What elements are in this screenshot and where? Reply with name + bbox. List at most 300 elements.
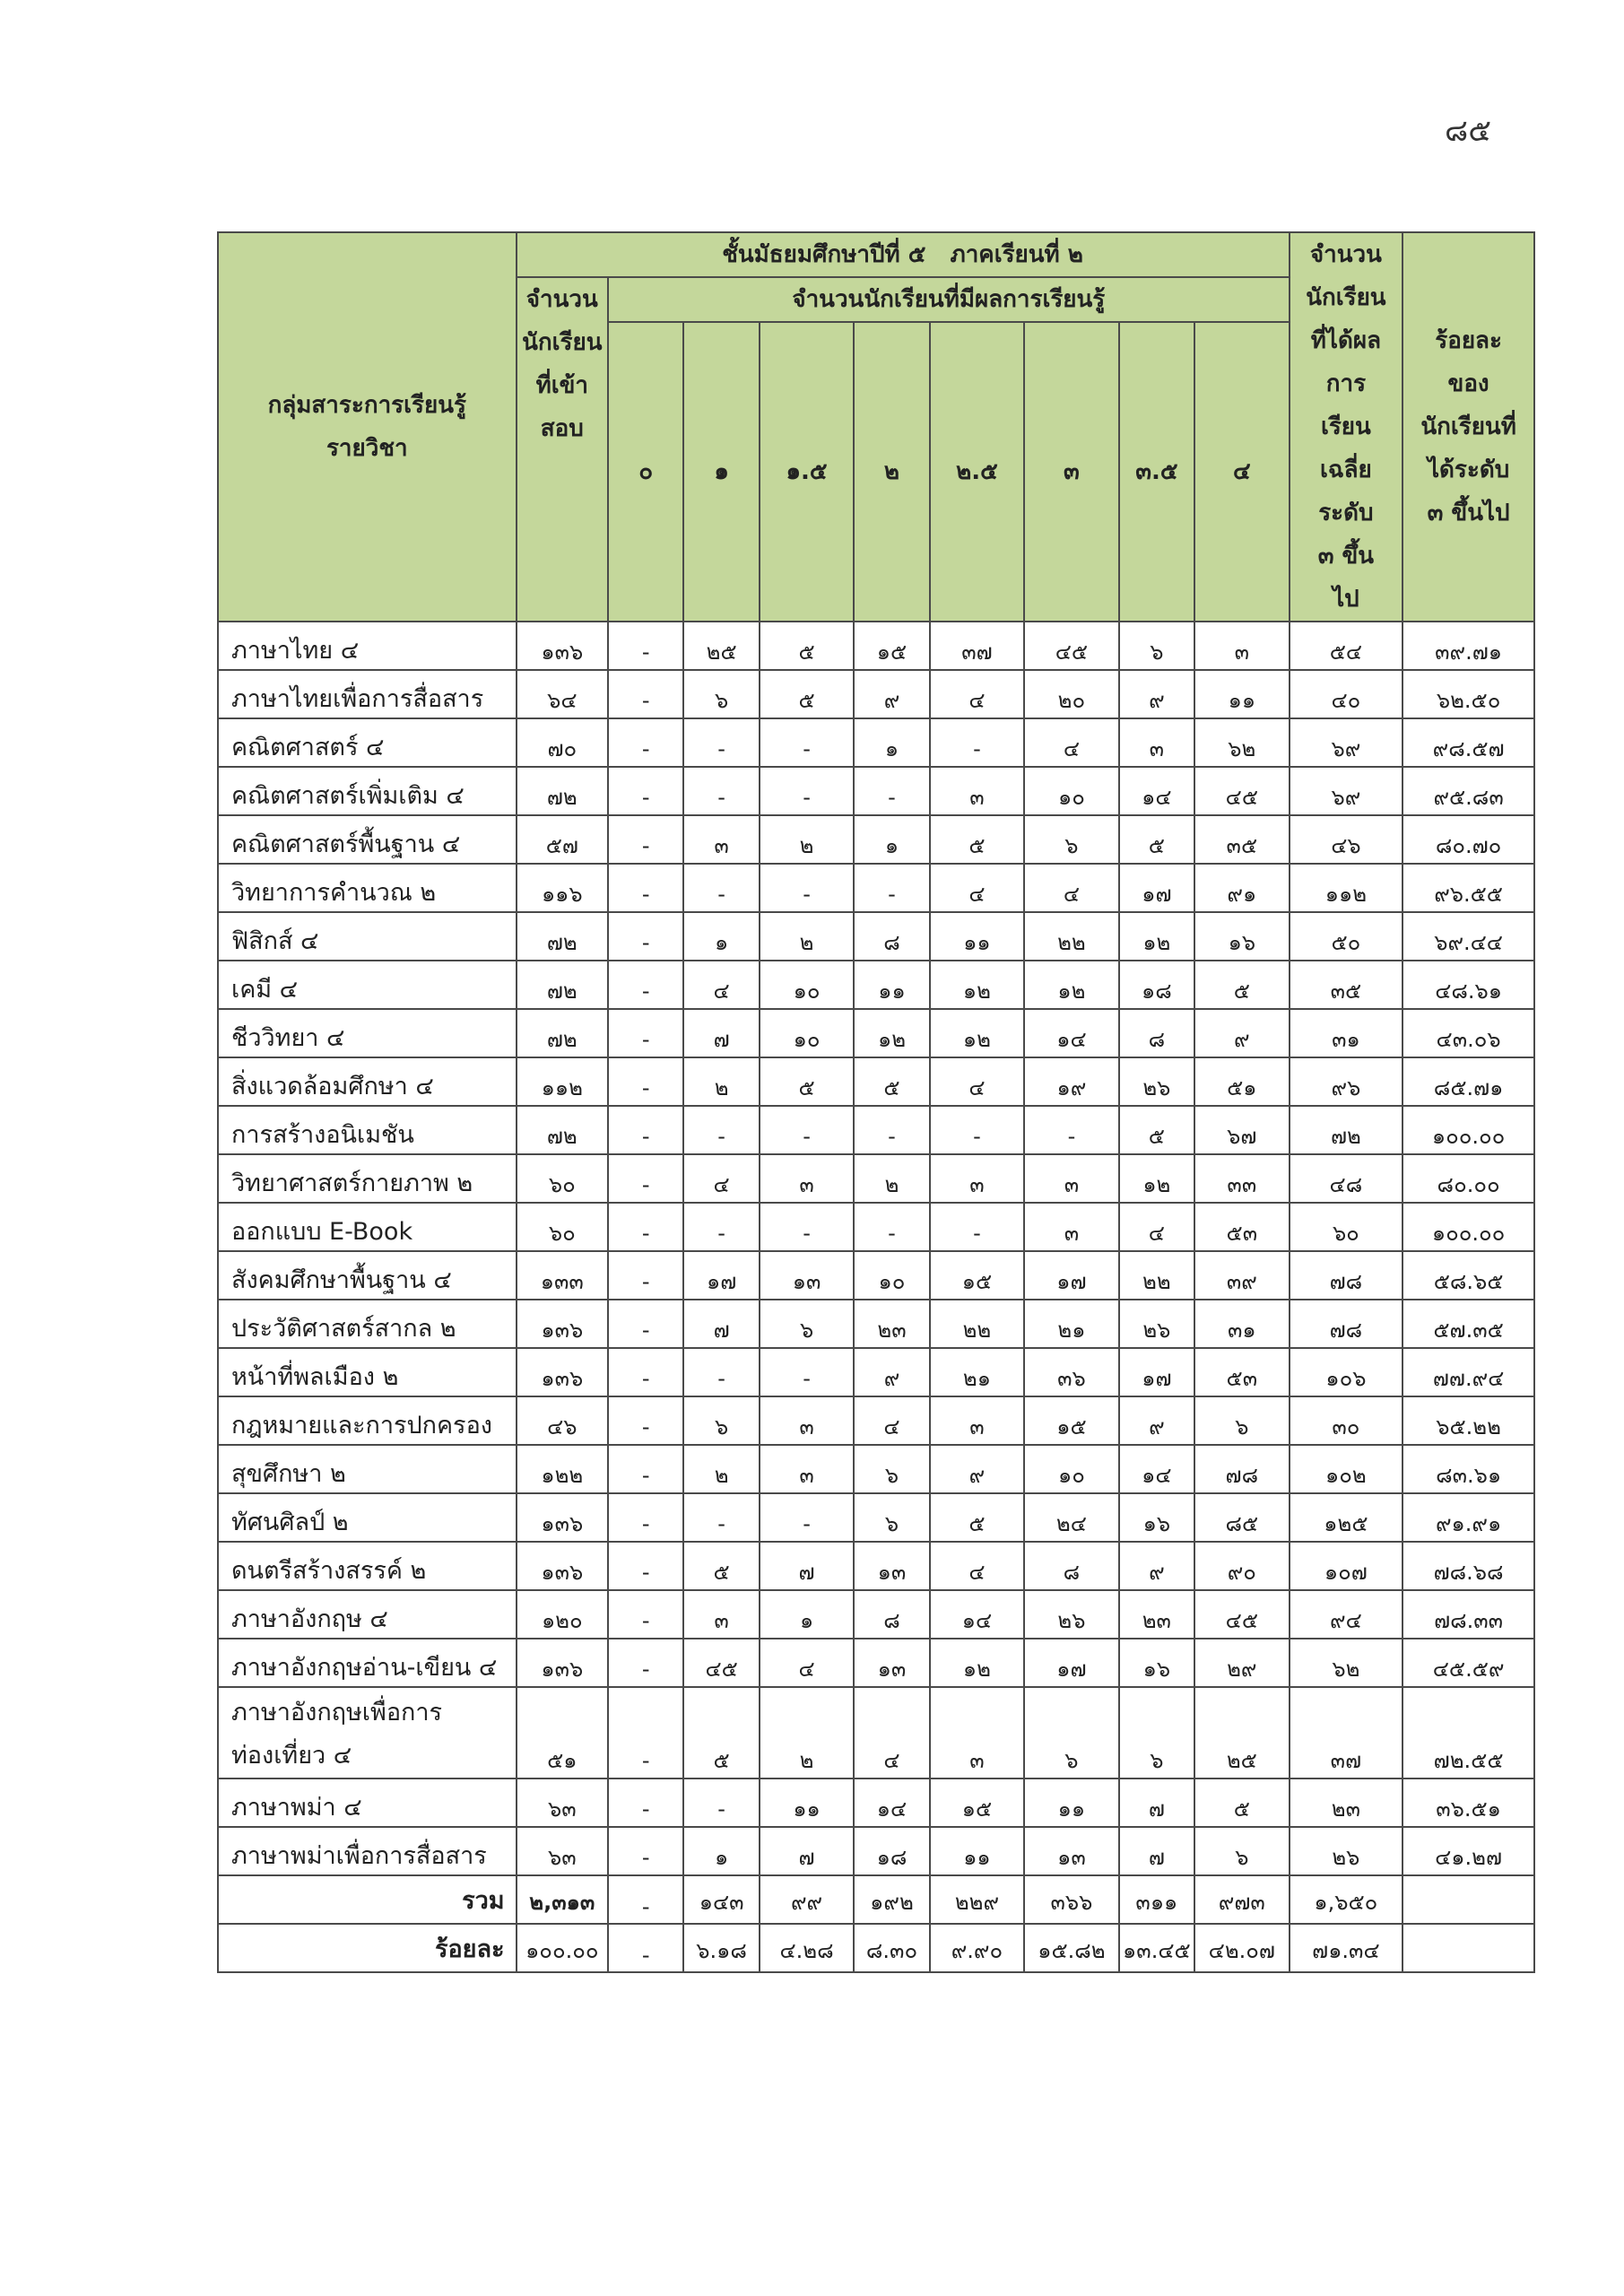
- value-cell: -: [608, 767, 683, 815]
- subject-cell: ดนตรีสร้างสรรค์ ๒: [218, 1542, 517, 1590]
- value-cell: ๑๘: [854, 1827, 929, 1875]
- subject-cell: ภาษาไทย ๔: [218, 622, 517, 670]
- value-cell: -: [683, 1779, 759, 1827]
- header-students-tested: จำนวน นักเรียน ที่เข้า สอบ: [517, 277, 608, 622]
- value-cell: ๔๕.๕๙: [1403, 1639, 1534, 1687]
- value-cell: ๒: [760, 912, 854, 961]
- value-cell: ๕: [930, 1493, 1024, 1542]
- value-cell: -: [930, 718, 1024, 767]
- value-cell: ๙๖.๕๕: [1403, 864, 1534, 912]
- value-cell: ๕๓: [1194, 1348, 1290, 1396]
- table-footer: [218, 1875, 1534, 1972]
- value-cell: -: [608, 1106, 683, 1154]
- value-cell: ๖๐: [517, 1154, 608, 1203]
- subject-cell: กฎหมายและการปกครอง: [218, 1396, 517, 1445]
- table-row: [218, 1300, 1534, 1348]
- value-cell: ๕: [1119, 1106, 1194, 1154]
- value-cell: ๔๕: [683, 1639, 759, 1687]
- value-cell: ๑๒: [1024, 961, 1118, 1009]
- value-cell: ๗๘: [1290, 1251, 1403, 1300]
- value-cell: ๖๓: [517, 1779, 608, 1827]
- value-cell: ๗๐: [517, 718, 608, 767]
- value-cell: ๓: [1194, 622, 1290, 670]
- value-cell: ๒๑: [930, 1348, 1024, 1396]
- value-cell: ๖๒: [1290, 1639, 1403, 1687]
- value-cell: ๓๐: [1290, 1396, 1403, 1445]
- value-cell: ๓๗: [930, 622, 1024, 670]
- value-cell: -: [608, 1779, 683, 1827]
- value-cell: ๓: [683, 815, 759, 864]
- percent-cell: ๖.๑๘: [683, 1924, 759, 1972]
- value-cell: ๖: [1119, 1687, 1194, 1779]
- total-cell: ๙๙: [760, 1875, 854, 1924]
- value-cell: ๕: [683, 1687, 759, 1779]
- value-cell: ๗: [760, 1827, 854, 1875]
- total-cell: ๑๔๓: [683, 1875, 759, 1924]
- value-cell: ๒๑: [1024, 1300, 1118, 1348]
- value-cell: ๑๙: [1024, 1057, 1118, 1106]
- value-cell: ๑๐: [760, 961, 854, 1009]
- value-cell: -: [760, 767, 854, 815]
- subject-cell: ภาษาไทยเพื่อการสื่อสาร: [218, 670, 517, 718]
- table-row: [218, 912, 1534, 961]
- value-cell: ๙๑: [1194, 864, 1290, 912]
- value-cell: ๖: [1194, 1827, 1290, 1875]
- table-row: [218, 1396, 1534, 1445]
- value-cell: ๑๐๒: [1290, 1445, 1403, 1493]
- value-cell: ๙๐: [1194, 1542, 1290, 1590]
- value-cell: ๖๕.๒๒: [1403, 1396, 1534, 1445]
- subject-cell: สุขศึกษา ๒: [218, 1445, 517, 1493]
- subject-cell: สังคมศึกษาพื้นฐาน ๔: [218, 1251, 517, 1300]
- page-number: ๘๕: [1445, 113, 1491, 149]
- table-row: [218, 1687, 1534, 1779]
- subject-cell: ทัศนศิลป์ ๒: [218, 1493, 517, 1542]
- percent-cell: -: [608, 1924, 683, 1972]
- value-cell: ๒๕: [683, 622, 759, 670]
- value-cell: -: [760, 1106, 854, 1154]
- value-cell: ๓๑: [1290, 1009, 1403, 1057]
- value-cell: -: [608, 1827, 683, 1875]
- value-cell: ๔: [930, 864, 1024, 912]
- table-row: [218, 1779, 1534, 1827]
- value-cell: ๗๒: [517, 767, 608, 815]
- value-cell: ๑๐: [760, 1009, 854, 1057]
- subject-cell: ฟิสิกส์ ๔: [218, 912, 517, 961]
- value-cell: -: [608, 670, 683, 718]
- value-cell: -: [683, 1493, 759, 1542]
- value-cell: -: [760, 864, 854, 912]
- value-cell: ๑๕: [930, 1251, 1024, 1300]
- value-cell: ๓๕: [1290, 961, 1403, 1009]
- value-cell: ๒: [683, 1445, 759, 1493]
- value-cell: ๑๐: [1024, 1445, 1118, 1493]
- value-cell: ๔: [683, 1154, 759, 1203]
- value-cell: ๑๓๖: [517, 1300, 608, 1348]
- value-cell: -: [608, 1493, 683, 1542]
- value-cell: ๔: [1119, 1203, 1194, 1251]
- total-label: รวม: [218, 1875, 517, 1924]
- table-header: [218, 232, 1534, 622]
- value-cell: ๙๔: [1290, 1590, 1403, 1639]
- percent-cell: ๙.๙๐: [930, 1924, 1024, 1972]
- value-cell: -: [608, 1300, 683, 1348]
- value-cell: ๓๗: [1290, 1687, 1403, 1779]
- value-cell: ๑: [760, 1590, 854, 1639]
- value-cell: -: [608, 1251, 683, 1300]
- percent-cell: ๘.๓๐: [854, 1924, 929, 1972]
- value-cell: -: [608, 1687, 683, 1779]
- value-cell: ๗๒: [517, 961, 608, 1009]
- value-cell: ๓: [683, 1590, 759, 1639]
- value-cell: ๑๓: [760, 1251, 854, 1300]
- value-cell: ๒๓: [854, 1300, 929, 1348]
- value-cell: ๕: [760, 622, 854, 670]
- value-cell: ๑๖: [1119, 1639, 1194, 1687]
- value-cell: -: [608, 1590, 683, 1639]
- value-cell: ๑๐: [1024, 767, 1118, 815]
- value-cell: ๔: [1024, 864, 1118, 912]
- value-cell: ๑๗: [1119, 864, 1194, 912]
- percent-label: ร้อยละ: [218, 1924, 517, 1972]
- value-cell: ๒๖: [1119, 1300, 1194, 1348]
- value-cell: ๓๖: [1024, 1348, 1118, 1396]
- value-cell: ๑๑๒: [1290, 864, 1403, 912]
- value-cell: ๒: [760, 1687, 854, 1779]
- value-cell: ๕: [1194, 961, 1290, 1009]
- value-cell: -: [608, 815, 683, 864]
- value-cell: ๔: [930, 670, 1024, 718]
- value-cell: ๕๓: [1194, 1203, 1290, 1251]
- value-cell: ๗๘.๓๓: [1403, 1590, 1534, 1639]
- table-row: [218, 1590, 1534, 1639]
- grade-level-3: ๓: [1024, 322, 1118, 622]
- value-cell: -: [854, 864, 929, 912]
- grade-level-2: ๒: [854, 322, 929, 622]
- value-cell: ๗๒: [517, 1106, 608, 1154]
- value-cell: ๖๗: [1194, 1106, 1290, 1154]
- value-cell: ๖: [854, 1493, 929, 1542]
- value-cell: -: [760, 1203, 854, 1251]
- value-cell: ๑: [854, 718, 929, 767]
- value-cell: ๙: [1119, 670, 1194, 718]
- value-cell: ๕๑: [517, 1687, 608, 1779]
- grade-level-1-5: ๑.๕: [760, 322, 854, 622]
- grade-level-3-5: ๓.๕: [1119, 322, 1194, 622]
- value-cell: ๑๓๖: [517, 1348, 608, 1396]
- value-cell: ๑๘: [1119, 961, 1194, 1009]
- value-cell: ๑๓: [854, 1542, 929, 1590]
- value-cell: ๕: [760, 1057, 854, 1106]
- header-grade-term: ชั้นมัธยมศึกษาปีที่ ๕ ภาคเรียนที่ ๒: [517, 232, 1290, 277]
- value-cell: ๖: [683, 670, 759, 718]
- value-cell: ๑๐๐.๐๐: [1403, 1106, 1534, 1154]
- total-cell: ๙๗๓: [1194, 1875, 1290, 1924]
- value-cell: ๖๙: [1290, 718, 1403, 767]
- value-cell: -: [608, 1445, 683, 1493]
- value-cell: ๗๒: [517, 1009, 608, 1057]
- grade-level-1: ๑: [683, 322, 759, 622]
- subject-cell: สิ่งแวดล้อมศึกษา ๔: [218, 1057, 517, 1106]
- value-cell: ๖๐: [517, 1203, 608, 1251]
- value-cell: ๓: [930, 767, 1024, 815]
- value-cell: ๑๑: [930, 912, 1024, 961]
- value-cell: ๙๘.๕๗: [1403, 718, 1534, 767]
- subject-cell: ภาษาพม่าเพื่อการสื่อสาร: [218, 1827, 517, 1875]
- value-cell: ๖: [1024, 815, 1118, 864]
- value-cell: ๗๒: [1290, 1106, 1403, 1154]
- subject-cell: ภาษาอังกฤษอ่าน-เขียน ๔: [218, 1639, 517, 1687]
- subject-cell: ภาษาอังกฤษเพื่อการ ท่องเที่ยว ๔: [218, 1687, 517, 1779]
- value-cell: ๒๐: [1024, 670, 1118, 718]
- value-cell: ๗: [683, 1009, 759, 1057]
- value-cell: ๗: [683, 1300, 759, 1348]
- value-cell: -: [683, 767, 759, 815]
- header-students-by-grade: จำนวนนักเรียนที่มีผลการเรียนรู้: [608, 277, 1290, 322]
- table-row: [218, 961, 1534, 1009]
- value-cell: ๗๒: [517, 912, 608, 961]
- value-cell: ๙: [1119, 1542, 1194, 1590]
- value-cell: ๗: [1119, 1827, 1194, 1875]
- value-cell: ๑๒๐: [517, 1590, 608, 1639]
- value-cell: ๙: [854, 1348, 929, 1396]
- value-cell: ๖๔: [517, 670, 608, 718]
- value-cell: ๑: [683, 912, 759, 961]
- value-cell: ๕: [1194, 1779, 1290, 1827]
- value-cell: ๔๐: [1290, 670, 1403, 718]
- value-cell: ๕: [1119, 815, 1194, 864]
- value-cell: ๘: [1024, 1542, 1118, 1590]
- table-row: [218, 622, 1534, 670]
- value-cell: ๑๔: [1119, 767, 1194, 815]
- total-cell: ๒,๓๑๓: [517, 1875, 608, 1924]
- value-cell: ๒๔: [1024, 1493, 1118, 1542]
- value-cell: ๘: [854, 912, 929, 961]
- value-cell: ๑๑๖: [517, 864, 608, 912]
- value-cell: ๕๔: [1290, 622, 1403, 670]
- value-cell: ๑๕: [930, 1779, 1024, 1827]
- value-cell: -: [608, 1542, 683, 1590]
- value-cell: -: [608, 1009, 683, 1057]
- value-cell: ๓: [760, 1445, 854, 1493]
- value-cell: ๓๖.๕๑: [1403, 1779, 1534, 1827]
- value-cell: ๗๒.๕๕: [1403, 1687, 1534, 1779]
- value-cell: ๒: [760, 815, 854, 864]
- value-cell: ๑๒: [1119, 912, 1194, 961]
- value-cell: -: [608, 1348, 683, 1396]
- value-cell: ๗๘: [1290, 1300, 1403, 1348]
- value-cell: ๔: [760, 1639, 854, 1687]
- percent-cell: ๔.๒๘: [760, 1924, 854, 1972]
- table-row: [218, 1445, 1534, 1493]
- value-cell: ๘๕: [1194, 1493, 1290, 1542]
- subject-cell: ชีววิทยา ๔: [218, 1009, 517, 1057]
- value-cell: ๔๘: [1290, 1154, 1403, 1203]
- table-row: [218, 815, 1534, 864]
- value-cell: ๒๖: [1290, 1827, 1403, 1875]
- value-cell: ๕๐: [1290, 912, 1403, 961]
- value-cell: ๑๑: [1024, 1779, 1118, 1827]
- value-cell: ๑๓๖: [517, 1542, 608, 1590]
- value-cell: -: [683, 1106, 759, 1154]
- value-cell: ๗: [1119, 1779, 1194, 1827]
- value-cell: ๙: [930, 1445, 1024, 1493]
- value-cell: ๑๗: [1024, 1251, 1118, 1300]
- value-cell: ๒๓: [1119, 1590, 1194, 1639]
- table-row: [218, 718, 1534, 767]
- value-cell: ๑๒: [1119, 1154, 1194, 1203]
- total-row: [218, 1875, 1534, 1924]
- value-cell: ๑๒๕: [1290, 1493, 1403, 1542]
- value-cell: ๓: [930, 1396, 1024, 1445]
- value-cell: ๓: [1024, 1154, 1118, 1203]
- value-cell: -: [608, 1203, 683, 1251]
- value-cell: ๔: [683, 961, 759, 1009]
- subject-cell: คณิตศาสตร์เพิ่มเติม ๔: [218, 767, 517, 815]
- value-cell: -: [608, 1396, 683, 1445]
- value-cell: -: [1024, 1106, 1118, 1154]
- value-cell: ๑๗: [1119, 1348, 1194, 1396]
- table-row: [218, 1106, 1534, 1154]
- value-cell: ๓๙: [1194, 1251, 1290, 1300]
- subject-cell: คณิตศาสตร์พื้นฐาน ๔: [218, 815, 517, 864]
- value-cell: -: [608, 864, 683, 912]
- value-cell: ๑๒: [930, 1009, 1024, 1057]
- value-cell: ๑๗: [683, 1251, 759, 1300]
- value-cell: ๖๒.๕๐: [1403, 670, 1534, 718]
- value-cell: ๔๖: [1290, 815, 1403, 864]
- value-cell: ๖: [683, 1396, 759, 1445]
- grade-level-4: ๔: [1194, 322, 1290, 622]
- grade-level-0: ๐: [608, 322, 683, 622]
- value-cell: ๑๗: [1024, 1639, 1118, 1687]
- value-cell: ๕: [930, 815, 1024, 864]
- value-cell: -: [608, 961, 683, 1009]
- subject-cell: ออกแบบ E-Book: [218, 1203, 517, 1251]
- value-cell: ๑๔: [854, 1779, 929, 1827]
- value-cell: ๑๐๐.๐๐: [1403, 1203, 1534, 1251]
- value-cell: ๑: [854, 815, 929, 864]
- value-cell: -: [608, 718, 683, 767]
- percent-cell: ๑๓.๔๕: [1119, 1924, 1194, 1972]
- value-cell: ๓๓: [1194, 1154, 1290, 1203]
- value-cell: ๘๓.๖๑: [1403, 1445, 1534, 1493]
- value-cell: ๕๗: [517, 815, 608, 864]
- value-cell: ๑๖: [1119, 1493, 1194, 1542]
- table-row: [218, 1639, 1534, 1687]
- value-cell: -: [854, 1203, 929, 1251]
- value-cell: -: [683, 718, 759, 767]
- value-cell: ๑๐๖: [1290, 1348, 1403, 1396]
- grade-results-table: [217, 231, 1535, 1973]
- value-cell: ๘๐.๗๐: [1403, 815, 1534, 864]
- value-cell: -: [683, 1348, 759, 1396]
- value-cell: ๑๔: [1024, 1009, 1118, 1057]
- value-cell: ๓: [930, 1687, 1024, 1779]
- value-cell: ๓: [1119, 718, 1194, 767]
- value-cell: ๔: [854, 1396, 929, 1445]
- value-cell: ๓: [1024, 1203, 1118, 1251]
- value-cell: ๑๑: [760, 1779, 854, 1827]
- value-cell: ๓๕: [1194, 815, 1290, 864]
- percent-row: [218, 1924, 1534, 1972]
- table-row: [218, 1493, 1534, 1542]
- value-cell: ๓: [930, 1154, 1024, 1203]
- value-cell: ๗: [760, 1542, 854, 1590]
- value-cell: ๒๙: [1194, 1639, 1290, 1687]
- subject-cell: วิทยาศาสตร์กายภาพ ๒: [218, 1154, 517, 1203]
- value-cell: ๒๓: [1290, 1779, 1403, 1827]
- value-cell: ๖๓: [517, 1827, 608, 1875]
- value-cell: ๑๕: [854, 622, 929, 670]
- percent-cell: ๑๐๐.๐๐: [517, 1924, 608, 1972]
- value-cell: -: [608, 912, 683, 961]
- value-cell: ๑๔: [930, 1590, 1024, 1639]
- value-cell: ๑๑: [1194, 670, 1290, 718]
- value-cell: ๓๑: [1194, 1300, 1290, 1348]
- percent-cell: [1403, 1924, 1534, 1972]
- total-cell: -: [608, 1875, 683, 1924]
- table-row: [218, 767, 1534, 815]
- total-cell: [1403, 1875, 1534, 1924]
- value-cell: ๒๕: [1194, 1687, 1290, 1779]
- table-row: [218, 1057, 1534, 1106]
- value-cell: ๘: [854, 1590, 929, 1639]
- value-cell: -: [608, 1639, 683, 1687]
- subject-cell: วิทยาการคำนวณ ๒: [218, 864, 517, 912]
- value-cell: ๒๖: [1024, 1590, 1118, 1639]
- value-cell: ๒: [683, 1057, 759, 1106]
- subject-cell: ภาษาพม่า ๔: [218, 1779, 517, 1827]
- subject-cell: การสร้างอนิเมชัน: [218, 1106, 517, 1154]
- value-cell: ๔๑.๒๗: [1403, 1827, 1534, 1875]
- value-cell: ๒๖: [1119, 1057, 1194, 1106]
- value-cell: ๕: [854, 1057, 929, 1106]
- percent-cell: ๗๑.๓๔: [1290, 1924, 1403, 1972]
- table-body: [218, 622, 1534, 1875]
- value-cell: ๖: [760, 1300, 854, 1348]
- grade-level-2-5: ๒.๕: [930, 322, 1024, 622]
- total-cell: ๓๖๖: [1024, 1875, 1118, 1924]
- value-cell: ๖๒: [1194, 718, 1290, 767]
- value-cell: ๕๗.๓๕: [1403, 1300, 1534, 1348]
- table-row: [218, 1542, 1534, 1590]
- value-cell: ๖: [854, 1445, 929, 1493]
- value-cell: ๔๓.๐๖: [1403, 1009, 1534, 1057]
- header-subject-group: กลุ่มสาระการเรียนรู้ รายวิชา: [218, 232, 517, 622]
- value-cell: ๑๐: [854, 1251, 929, 1300]
- value-cell: ๑๓๖: [517, 622, 608, 670]
- value-cell: -: [930, 1106, 1024, 1154]
- value-cell: ๔: [854, 1687, 929, 1779]
- value-cell: ๔๖: [517, 1396, 608, 1445]
- value-cell: ๖: [1194, 1396, 1290, 1445]
- value-cell: ๒๒: [1119, 1251, 1194, 1300]
- value-cell: -: [854, 767, 929, 815]
- total-cell: ๓๑๑: [1119, 1875, 1194, 1924]
- value-cell: ๑๑๒: [517, 1057, 608, 1106]
- value-cell: ๘๕.๗๑: [1403, 1057, 1534, 1106]
- value-cell: -: [930, 1203, 1024, 1251]
- value-cell: ๕: [760, 670, 854, 718]
- table-row: [218, 1251, 1534, 1300]
- value-cell: -: [854, 1106, 929, 1154]
- value-cell: ๑๒: [930, 961, 1024, 1009]
- value-cell: ๙: [854, 670, 929, 718]
- table-row: [218, 1009, 1534, 1057]
- percent-cell: ๑๕.๘๒: [1024, 1924, 1118, 1972]
- value-cell: -: [608, 622, 683, 670]
